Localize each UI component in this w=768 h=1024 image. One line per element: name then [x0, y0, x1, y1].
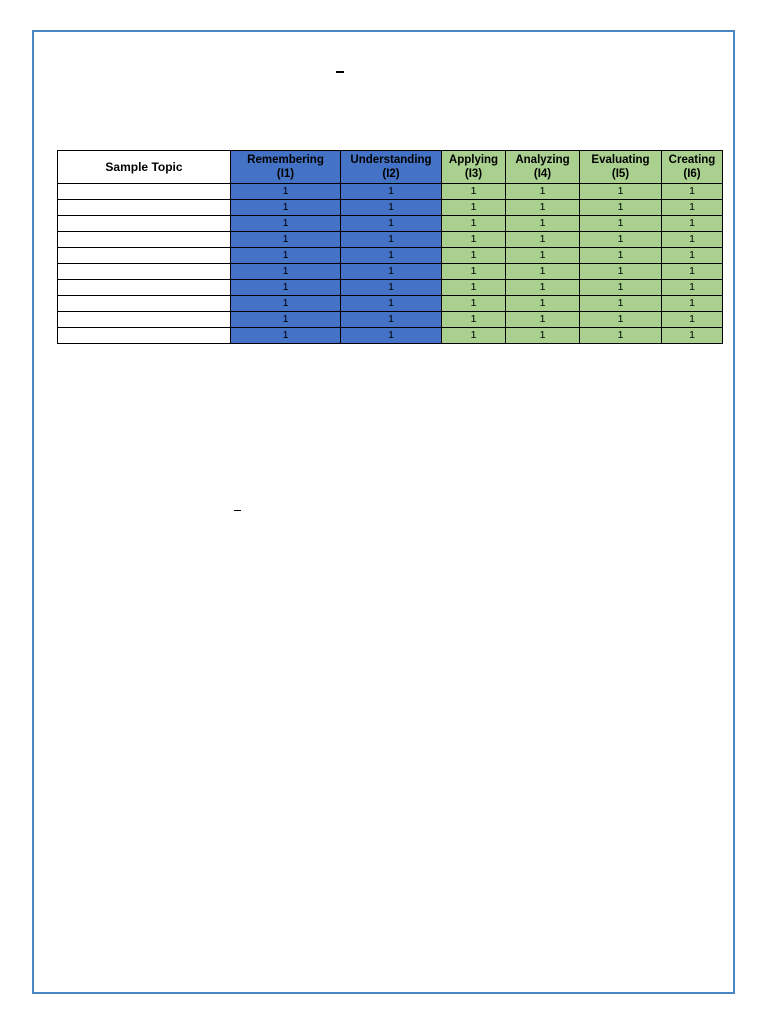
table-row [58, 280, 723, 296]
value-cell[interactable]: 1 [442, 328, 506, 344]
topic-cell[interactable] [58, 296, 231, 312]
value-cell[interactable]: 1 [506, 232, 580, 248]
column-header-name: Remembering [247, 154, 324, 166]
value-cell[interactable]: 1 [580, 184, 662, 200]
value-cell[interactable]: 1 [580, 264, 662, 280]
value-cell[interactable]: 1 [662, 280, 723, 296]
value-cell[interactable]: 1 [662, 328, 723, 344]
table-row [58, 328, 723, 344]
column-header-code: (I2) [382, 168, 400, 180]
value-cell[interactable]: 1 [231, 312, 341, 328]
value-cell[interactable]: 1 [231, 280, 341, 296]
topic-cell[interactable] [58, 216, 231, 232]
value-cell[interactable]: 1 [662, 200, 723, 216]
column-header-name: Analyzing [515, 154, 570, 166]
table-header-row [58, 151, 723, 184]
topic-cell[interactable] [58, 264, 231, 280]
value-cell[interactable]: 1 [662, 232, 723, 248]
value-cell[interactable]: 1 [580, 200, 662, 216]
table-row [58, 264, 723, 280]
value-cell[interactable]: 1 [662, 184, 723, 200]
topic-cell[interactable] [58, 200, 231, 216]
value-cell[interactable]: 1 [341, 184, 442, 200]
value-cell[interactable]: 1 [231, 232, 341, 248]
column-header-understanding [341, 151, 442, 184]
value-cell[interactable]: 1 [442, 184, 506, 200]
value-cell[interactable]: 1 [442, 296, 506, 312]
column-header-name: Understanding [350, 154, 432, 166]
value-cell[interactable]: 1 [231, 264, 341, 280]
table-row [58, 184, 723, 200]
value-cell[interactable]: 1 [662, 248, 723, 264]
value-cell[interactable]: 1 [231, 328, 341, 344]
value-cell[interactable]: 1 [341, 264, 442, 280]
body-dash-mark [234, 510, 241, 511]
column-header-code: (I1) [276, 168, 295, 180]
value-cell[interactable]: 1 [506, 248, 580, 264]
document-page [32, 30, 735, 994]
value-cell[interactable]: 1 [580, 312, 662, 328]
value-cell[interactable]: 1 [442, 232, 506, 248]
value-cell[interactable]: 1 [506, 296, 580, 312]
value-cell[interactable]: 1 [580, 296, 662, 312]
table-row [58, 216, 723, 232]
column-header-code: (I6) [683, 168, 701, 180]
topic-cell[interactable] [58, 248, 231, 264]
value-cell[interactable]: 1 [506, 184, 580, 200]
column-header-code: (I5) [611, 168, 630, 180]
column-header-name: Creating [668, 154, 716, 166]
value-cell[interactable]: 1 [341, 216, 442, 232]
table-row [58, 312, 723, 328]
column-header-creating [662, 151, 723, 184]
value-cell[interactable]: 1 [341, 232, 442, 248]
value-cell[interactable]: 1 [662, 264, 723, 280]
value-cell[interactable]: 1 [231, 248, 341, 264]
value-cell[interactable]: 1 [341, 248, 442, 264]
value-cell[interactable]: 1 [662, 312, 723, 328]
topic-cell[interactable] [58, 184, 231, 200]
value-cell[interactable]: 1 [580, 280, 662, 296]
value-cell[interactable]: 1 [580, 232, 662, 248]
table-row [58, 200, 723, 216]
value-cell[interactable]: 1 [442, 216, 506, 232]
topic-cell[interactable] [58, 232, 231, 248]
value-cell[interactable]: 1 [506, 200, 580, 216]
value-cell[interactable]: 1 [442, 200, 506, 216]
value-cell[interactable]: 1 [442, 248, 506, 264]
value-cell[interactable]: 1 [506, 216, 580, 232]
column-header-applying [442, 151, 506, 184]
column-header-evaluating [580, 151, 662, 184]
value-cell[interactable]: 1 [231, 200, 341, 216]
value-cell[interactable]: 1 [662, 296, 723, 312]
value-cell[interactable]: 1 [506, 280, 580, 296]
column-header-name: Evaluating [591, 154, 650, 166]
topic-cell[interactable] [58, 312, 231, 328]
column-header-code: (I3) [464, 168, 483, 180]
topic-cell[interactable] [58, 328, 231, 344]
column-header-name: Applying [448, 154, 499, 166]
blooms-taxonomy-table [57, 150, 723, 344]
value-cell[interactable]: 1 [442, 264, 506, 280]
value-cell[interactable]: 1 [341, 312, 442, 328]
column-header-remembering [231, 151, 341, 184]
value-cell[interactable]: 1 [580, 328, 662, 344]
value-cell[interactable]: 1 [580, 248, 662, 264]
table-row [58, 248, 723, 264]
table-row [58, 232, 723, 248]
value-cell[interactable]: 1 [231, 184, 341, 200]
topic-cell[interactable] [58, 280, 231, 296]
title-dash-mark [336, 71, 344, 73]
value-cell[interactable]: 1 [442, 280, 506, 296]
value-cell[interactable]: 1 [231, 296, 341, 312]
value-cell[interactable]: 1 [506, 312, 580, 328]
value-cell[interactable]: 1 [442, 312, 506, 328]
value-cell[interactable]: 1 [506, 328, 580, 344]
value-cell[interactable]: 1 [231, 216, 341, 232]
column-header-analyzing [506, 151, 580, 184]
column-header-code: (I4) [533, 168, 552, 180]
value-cell[interactable]: 1 [580, 216, 662, 232]
table-row [58, 296, 723, 312]
value-cell[interactable]: 1 [341, 328, 442, 344]
value-cell[interactable]: 1 [506, 264, 580, 280]
value-cell[interactable]: 1 [341, 200, 442, 216]
value-cell[interactable]: 1 [341, 296, 442, 312]
topic-column-header: Sample Topic [58, 151, 231, 184]
value-cell[interactable]: 1 [662, 216, 723, 232]
value-cell[interactable]: 1 [341, 280, 442, 296]
